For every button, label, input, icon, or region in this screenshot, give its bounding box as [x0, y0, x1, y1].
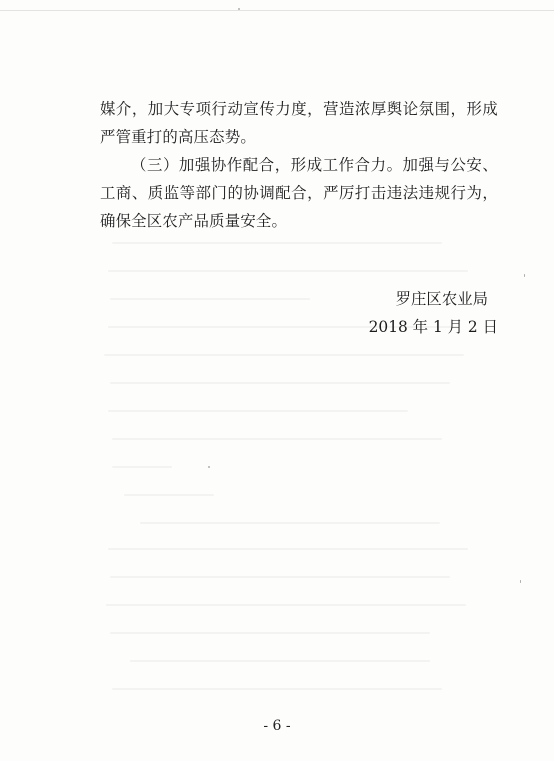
show-through-mark: [112, 242, 442, 244]
scan-speck: [520, 580, 521, 583]
scan-edge-line: [0, 10, 554, 11]
show-through-mark: [108, 270, 468, 272]
paragraph-cooperation: （三）加强协作配合，形成工作合力。加强与公安、工商、质监等部门的协调配合，严厉打击违法违规行为，确保全区农产品质量安全。: [100, 156, 498, 230]
show-through-mark: [112, 438, 442, 440]
issuing-organization: 罗庄区农业局: [395, 290, 488, 308]
show-through-mark: [110, 382, 450, 384]
show-through-mark: [110, 632, 430, 634]
scan-speck: [238, 8, 240, 10]
show-through-mark: [140, 522, 440, 524]
signature-block: [338, 285, 498, 341]
show-through-mark: [130, 660, 430, 662]
body-text: [100, 95, 498, 235]
show-through-mark: [104, 354, 464, 356]
scan-speck: [524, 274, 525, 277]
show-through-mark: [106, 604, 466, 606]
show-through-mark: [108, 548, 468, 550]
show-through-mark: [112, 466, 172, 468]
show-through-mark: [124, 494, 214, 496]
scan-speck: [208, 466, 210, 468]
paragraph-continuation: 媒介，加大专项行动宣传力度，营造浓厚舆论氛围，形成严管重打的高压态势。: [100, 100, 498, 146]
show-through-mark: [112, 688, 442, 690]
show-through-mark: [108, 410, 408, 412]
issue-date: 2018 年 1 月 2 日: [368, 318, 498, 336]
show-through-mark: [110, 298, 310, 300]
page-number: - 6 -: [263, 718, 291, 734]
show-through-mark: [110, 576, 450, 578]
